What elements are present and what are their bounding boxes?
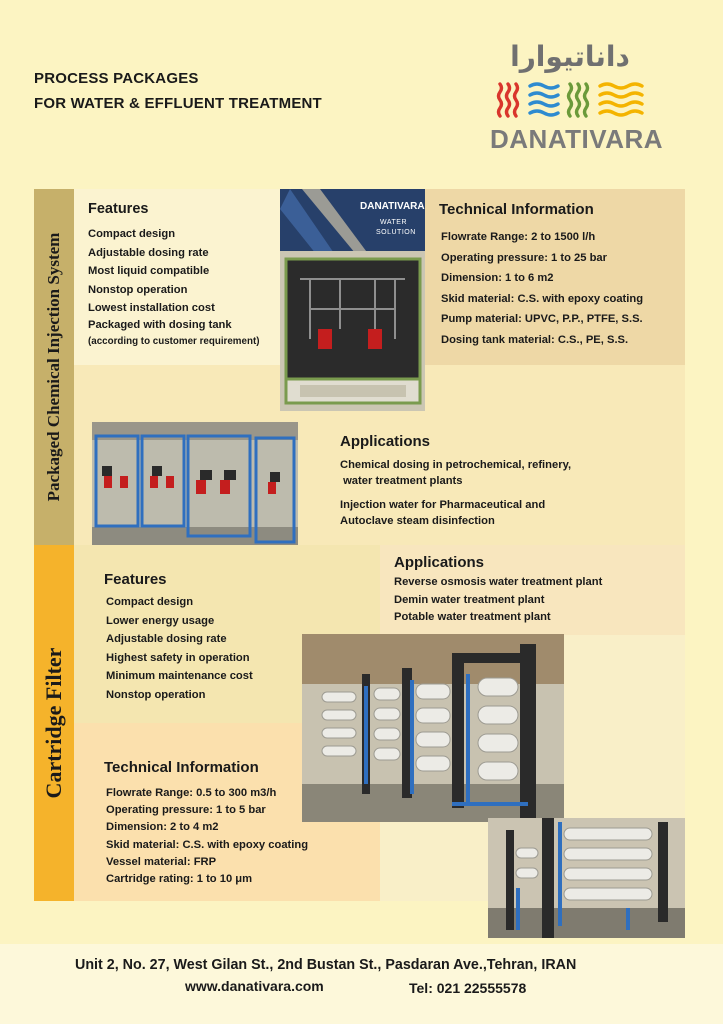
title-line-2: FOR WATER & EFFLUENT TREATMENT: [34, 95, 322, 112]
list-item: water treatment plants: [340, 475, 463, 487]
list-item: Adjustable dosing rate: [106, 633, 227, 646]
list-item: Highest safety in operation: [106, 651, 250, 664]
list-item: Compact design: [106, 596, 194, 608]
features-panel-1: [74, 189, 280, 365]
list-item: Autoclave steam disinfection: [340, 515, 495, 527]
list-item: Operating pressure: 1 to 5 bar: [106, 804, 266, 817]
applications-list: [340, 457, 571, 529]
cartridge-skid-photo: [488, 818, 685, 938]
applications-list: [394, 574, 602, 627]
list-item: Compact design: [88, 228, 176, 240]
list-item: Reverse osmosis water treatment plant: [394, 576, 603, 588]
sidebar-label: Packaged Chemical Injection System: [44, 232, 63, 502]
banner-line-1: WATER: [380, 219, 407, 226]
sidebar-cartridge-filter: [34, 545, 74, 901]
list-item: Dimension: 1 to 6 m2: [441, 272, 554, 284]
list-item: Dimension: 2 to 4 m2: [106, 821, 219, 834]
applications-panel-2: [380, 545, 685, 635]
sidebar-label: Cartridge Filter: [41, 647, 66, 799]
list-item: (according to customer requirement): [88, 335, 260, 347]
title-line-1: PROCESS PACKAGES: [34, 70, 199, 87]
tech-list: [441, 227, 643, 350]
list-item: Pump material: UPVC, P.P., PTFE, S.S.: [441, 313, 643, 325]
applications-title: Applications: [394, 554, 485, 571]
features-title: Features: [104, 571, 167, 588]
features-list: [106, 593, 253, 705]
dosing-skids-image: [92, 422, 298, 560]
list-item: Chemical dosing in petrochemical, refinery,: [340, 459, 572, 471]
list-item: Skid material: C.S. with epoxy coating: [441, 292, 644, 305]
list-item: Cartridge rating: 1 to 10 μm: [106, 873, 253, 886]
tech-panel-1: [425, 189, 685, 365]
list-item: Lowest installation cost: [88, 302, 215, 315]
features-list: [88, 225, 259, 351]
list-item: Packaged with dosing tank: [88, 318, 232, 331]
list-item: Dosing tank material: C.S., PE, S.S.: [441, 333, 629, 346]
list-item: Demin water treatment plant: [394, 593, 545, 606]
list-item: Skid material: C.S. with epoxy coating: [106, 838, 309, 851]
banner-brand: DANATIVARA: [360, 201, 425, 212]
page-title: [34, 66, 322, 116]
list-item: Injection water for Pharmaceutical and: [340, 499, 546, 511]
tech-list: [106, 785, 308, 888]
list-item: Nonstop operation: [88, 283, 188, 296]
list-item: Adjustable dosing rate: [88, 246, 209, 259]
list-item: Most liquid compatible: [88, 265, 210, 278]
list-item: Nonstop operation: [106, 688, 206, 701]
footer-address: Unit 2, No. 27, West Gilan St., 2nd Bustan St., Pasdaran Ave.,Tehran, IRAN: [75, 957, 577, 973]
sidebar-chemical-injection: [34, 189, 74, 545]
footer-website[interactable]: www.danativara.com: [185, 978, 324, 994]
footer-phone: Tel: 021 22555578: [409, 980, 527, 996]
list-item: Vessel material: FRP: [106, 855, 217, 868]
list-item: Operating pressure: 1 to 25 bar: [441, 251, 607, 264]
logo-waves-icon: [494, 80, 646, 120]
list-item: Lower energy usage: [106, 614, 215, 627]
cartridge-skid-image: [488, 818, 685, 938]
banner-line-2: SOLUTION: [376, 229, 416, 236]
ro-vessels-photo: [302, 634, 564, 822]
list-item: Potable water treatment plant: [394, 611, 551, 623]
features-title: Features: [88, 201, 149, 217]
tech-title: Technical Information: [439, 201, 594, 218]
ro-vessels-image: [302, 634, 564, 822]
list-item: Flowrate Range: 2 to 1500 l/h: [441, 231, 596, 243]
tech-title: Technical Information: [104, 759, 259, 776]
logo-arabic-text: داناتیوارا: [510, 40, 630, 73]
list-item: Flowrate Range: 0.5 to 300 m3/h: [106, 787, 277, 799]
danativara-logo: [490, 40, 664, 160]
dosing-skids-photo: [92, 422, 298, 560]
applications-title: Applications: [340, 433, 431, 450]
dosing-skid-photo: [280, 189, 425, 411]
footer: [0, 944, 723, 1024]
list-item: Minimum maintenance cost: [106, 670, 253, 683]
logo-name: DANATIVARA: [490, 124, 664, 154]
